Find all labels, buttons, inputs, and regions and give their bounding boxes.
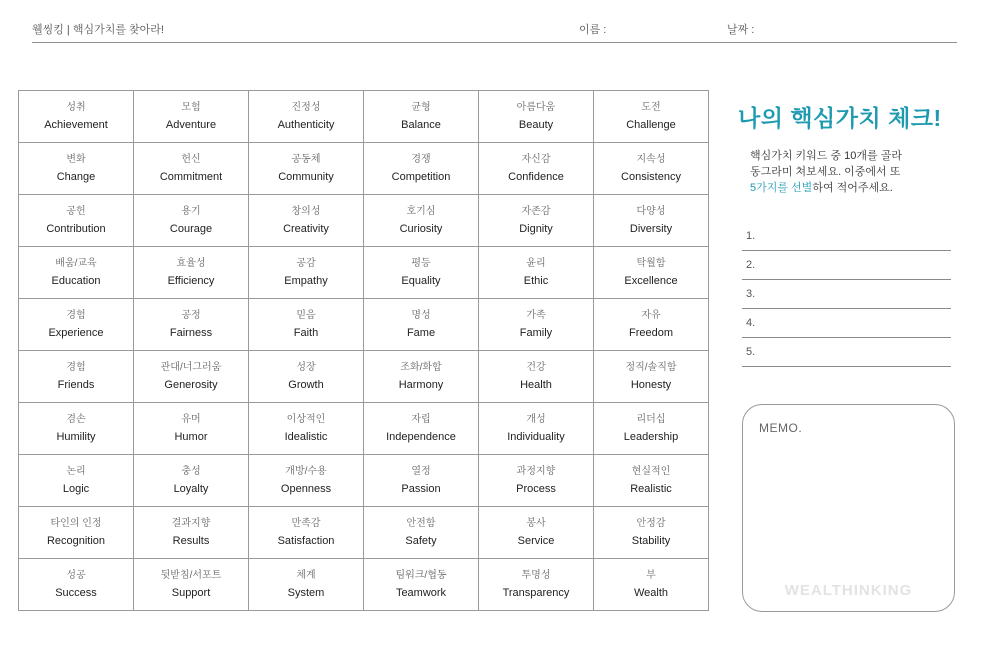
value-korean: 과정지향	[516, 465, 556, 477]
value-korean: 변화	[66, 153, 86, 165]
value-korean: 이상적인	[286, 413, 326, 425]
value-korean: 개성	[526, 413, 546, 425]
value-english: Excellence	[624, 274, 678, 287]
value-korean: 배움/교육	[55, 257, 97, 269]
value-english: Commitment	[159, 170, 223, 183]
value-korean: 도전	[641, 101, 661, 113]
value-korean: 진정성	[291, 101, 321, 113]
value-cell[interactable]	[594, 455, 709, 507]
value-cell[interactable]	[134, 247, 249, 299]
value-korean: 헌신	[181, 153, 201, 165]
value-korean: 모험	[181, 101, 201, 113]
value-english: Passion	[401, 482, 441, 495]
value-english: Adventure	[165, 118, 217, 131]
value-english: Growth	[288, 378, 324, 391]
value-cell[interactable]	[479, 143, 594, 195]
value-cell[interactable]	[134, 403, 249, 455]
value-cell[interactable]	[19, 507, 134, 559]
value-cell[interactable]	[479, 403, 594, 455]
value-cell[interactable]	[479, 91, 594, 143]
value-english: Curiosity	[399, 222, 443, 235]
value-korean: 조화/화합	[400, 361, 442, 373]
value-english: Balance	[401, 118, 441, 131]
value-cell[interactable]	[364, 455, 479, 507]
value-korean: 창의성	[291, 205, 321, 217]
value-korean: 경험	[66, 309, 86, 321]
value-english: Logic	[62, 482, 90, 495]
check-title: 나의 핵심가치 체크!	[738, 105, 942, 131]
core-values-table	[18, 90, 709, 611]
answer-slot-1[interactable]: 1.	[742, 222, 951, 251]
table-row	[19, 299, 709, 351]
value-korean: 자존감	[521, 205, 551, 217]
value-cell[interactable]	[19, 91, 134, 143]
value-cell[interactable]	[19, 351, 134, 403]
value-korean: 정직/솔직함	[625, 361, 677, 373]
value-cell[interactable]	[364, 507, 479, 559]
instructions-line-1: 핵심가치 키워드 중 10개를 골라	[750, 150, 902, 162]
answer-slot-3[interactable]: 3.	[742, 280, 951, 309]
value-cell[interactable]	[19, 143, 134, 195]
value-english: Honesty	[630, 378, 672, 391]
instructions	[750, 148, 960, 196]
table-row	[19, 455, 709, 507]
name-label: 이름 :	[579, 24, 607, 36]
value-korean: 경쟁	[411, 153, 431, 165]
value-english: Generosity	[164, 378, 218, 391]
value-english: Results	[172, 534, 210, 547]
value-english: Support	[171, 586, 211, 599]
value-korean: 현실적인	[631, 465, 671, 477]
value-cell[interactable]	[479, 507, 594, 559]
value-cell[interactable]	[364, 195, 479, 247]
value-cell[interactable]	[249, 143, 364, 195]
value-korean: 타인의 인정	[50, 517, 102, 529]
memo-label: MEMO.	[759, 421, 803, 435]
value-korean: 윤리	[526, 257, 546, 269]
value-english: Empathy	[284, 274, 328, 287]
value-cell[interactable]	[134, 559, 249, 611]
value-korean: 성공	[66, 569, 86, 581]
value-korean: 공동체	[291, 153, 321, 165]
value-cell[interactable]	[134, 507, 249, 559]
value-cell[interactable]	[249, 455, 364, 507]
instructions-highlight: 5가지를 선별	[750, 182, 813, 194]
value-english: Realistic	[630, 482, 672, 495]
value-english: Beauty	[518, 118, 554, 131]
table-row	[19, 91, 709, 143]
value-english: Openness	[280, 482, 332, 495]
value-english: Service	[517, 534, 555, 547]
value-cell[interactable]	[249, 299, 364, 351]
value-english: Consistency	[621, 170, 681, 183]
value-english: Satisfaction	[277, 534, 335, 547]
value-english: Recognition	[46, 534, 106, 547]
value-cell[interactable]	[594, 143, 709, 195]
worksheet-title: 웰씽킹 | 핵심가치를 찾아라!	[32, 24, 164, 36]
value-korean: 부	[646, 569, 656, 581]
value-korean: 안정감	[636, 517, 666, 529]
value-english: Transparency	[502, 586, 570, 599]
value-cell[interactable]	[19, 247, 134, 299]
value-english: Independence	[386, 430, 456, 443]
value-cell[interactable]	[594, 195, 709, 247]
value-cell[interactable]	[594, 247, 709, 299]
value-korean: 자신감	[521, 153, 551, 165]
value-korean: 효율성	[176, 257, 206, 269]
memo-box[interactable]	[742, 404, 955, 612]
value-korean: 경험	[66, 361, 86, 373]
value-english: Confidence	[508, 170, 564, 183]
value-korean: 공헌	[66, 205, 86, 217]
value-cell[interactable]	[249, 507, 364, 559]
value-korean: 가족	[526, 309, 546, 321]
value-korean: 용기	[181, 205, 201, 217]
value-korean: 체계	[296, 569, 316, 581]
value-english: Freedom	[628, 326, 674, 339]
value-korean: 뒷받침/서포트	[160, 569, 222, 581]
value-english: Creativity	[283, 222, 329, 235]
value-cell[interactable]	[249, 195, 364, 247]
date-label: 날짜 :	[727, 24, 755, 36]
value-cell[interactable]	[19, 559, 134, 611]
value-cell[interactable]	[364, 351, 479, 403]
value-cell[interactable]	[19, 403, 134, 455]
table-row	[19, 351, 709, 403]
answer-slots	[742, 222, 951, 367]
value-korean: 충성	[181, 465, 201, 477]
value-cell[interactable]	[594, 299, 709, 351]
value-cell[interactable]	[479, 195, 594, 247]
value-english: Harmony	[398, 378, 444, 391]
value-english: Achievement	[44, 118, 108, 131]
value-cell[interactable]	[134, 299, 249, 351]
value-korean: 리더십	[636, 413, 666, 425]
value-cell[interactable]	[249, 247, 364, 299]
value-english: Fairness	[169, 326, 213, 339]
value-cell[interactable]	[479, 455, 594, 507]
value-english: Friends	[57, 378, 95, 391]
value-korean: 성장	[296, 361, 316, 373]
value-english: Faith	[293, 326, 319, 339]
value-english: Teamwork	[395, 586, 447, 599]
value-korean: 명성	[411, 309, 431, 321]
value-korean: 결과지향	[171, 517, 211, 529]
value-english: Ethic	[523, 274, 549, 287]
value-korean: 팀워크/협동	[395, 569, 447, 581]
value-korean: 겸손	[66, 413, 86, 425]
value-english: Process	[516, 482, 556, 495]
instructions-line-2: 동그라미 쳐보세요. 이중에서 또	[750, 166, 901, 178]
value-cell[interactable]	[594, 91, 709, 143]
value-cell[interactable]	[134, 143, 249, 195]
value-cell[interactable]	[594, 559, 709, 611]
brand-watermark: WEALTHINKING	[784, 582, 913, 599]
value-cell[interactable]	[19, 455, 134, 507]
value-english: Change	[56, 170, 96, 183]
value-english: Courage	[169, 222, 213, 235]
value-korean: 봉사	[526, 517, 546, 529]
value-english: Authenticity	[277, 118, 335, 131]
value-english: System	[287, 586, 325, 599]
value-cell[interactable]	[364, 143, 479, 195]
value-cell[interactable]	[364, 91, 479, 143]
answer-slot-4[interactable]: 4.	[742, 309, 951, 338]
value-english: Health	[520, 378, 552, 391]
value-cell[interactable]	[19, 195, 134, 247]
value-cell[interactable]	[134, 351, 249, 403]
value-english: Equality	[401, 274, 441, 287]
value-korean: 유머	[181, 413, 201, 425]
value-korean: 평등	[411, 257, 431, 269]
value-english: Fame	[406, 326, 436, 339]
value-cell[interactable]	[134, 91, 249, 143]
value-english: Leadership	[623, 430, 679, 443]
value-cell[interactable]	[479, 247, 594, 299]
value-english: Efficiency	[167, 274, 215, 287]
value-english: Loyalty	[173, 482, 209, 495]
value-english: Community	[278, 170, 334, 183]
value-korean: 성취	[66, 101, 86, 113]
value-cell[interactable]	[134, 455, 249, 507]
value-english: Challenge	[626, 118, 676, 131]
value-korean: 투명성	[521, 569, 551, 581]
instructions-line-3-rest: 하여 적어주세요.	[812, 182, 893, 194]
value-english: Humility	[56, 430, 96, 443]
value-english: Success	[55, 586, 97, 599]
value-korean: 건강	[526, 361, 546, 373]
value-english: Wealth	[633, 586, 669, 599]
value-english: Contribution	[46, 222, 106, 235]
value-korean: 논리	[66, 465, 86, 477]
value-korean: 만족감	[291, 517, 321, 529]
value-cell[interactable]	[249, 559, 364, 611]
value-korean: 공감	[296, 257, 316, 269]
page-header	[32, 18, 957, 43]
value-cell[interactable]	[479, 351, 594, 403]
value-cell[interactable]	[249, 91, 364, 143]
table-row	[19, 247, 709, 299]
value-cell[interactable]	[594, 351, 709, 403]
value-cell[interactable]	[479, 559, 594, 611]
value-korean: 개방/수용	[285, 465, 327, 477]
value-cell[interactable]	[364, 299, 479, 351]
value-english: Experience	[48, 326, 104, 339]
value-english: Education	[51, 274, 101, 287]
value-english: Stability	[631, 534, 671, 547]
table-row	[19, 195, 709, 247]
value-korean: 탁월함	[636, 257, 666, 269]
value-korean: 아름다움	[516, 101, 556, 113]
value-cell[interactable]	[594, 403, 709, 455]
value-english: Safety	[405, 534, 437, 547]
value-cell[interactable]	[19, 299, 134, 351]
value-cell[interactable]	[594, 507, 709, 559]
value-korean: 지속성	[636, 153, 666, 165]
value-english: Humor	[174, 430, 208, 443]
value-korean: 믿음	[296, 309, 316, 321]
value-korean: 공정	[181, 309, 201, 321]
answer-slot-5[interactable]: 5.	[742, 338, 951, 367]
value-english: Diversity	[629, 222, 673, 235]
value-english: Idealistic	[284, 430, 328, 443]
instructions-line-3	[750, 180, 960, 196]
table-row	[19, 143, 709, 195]
value-korean: 균형	[411, 101, 431, 113]
value-english: Family	[519, 326, 553, 339]
value-korean: 열정	[411, 465, 431, 477]
value-korean: 다양성	[636, 205, 666, 217]
value-english: Dignity	[519, 222, 553, 235]
value-cell[interactable]	[249, 403, 364, 455]
value-cell[interactable]	[364, 247, 479, 299]
value-korean: 관대/너그러움	[160, 361, 222, 373]
value-cell[interactable]	[134, 195, 249, 247]
value-cell[interactable]	[364, 559, 479, 611]
value-english: Competition	[391, 170, 451, 183]
table-row	[19, 559, 709, 611]
answer-slot-2[interactable]: 2.	[742, 251, 951, 280]
value-korean: 안전함	[406, 517, 436, 529]
value-korean: 자립	[411, 413, 431, 425]
value-korean: 호기심	[406, 205, 436, 217]
value-english: Individuality	[507, 430, 565, 443]
table-row	[19, 507, 709, 559]
value-cell[interactable]	[364, 403, 479, 455]
value-cell[interactable]	[249, 351, 364, 403]
table-row	[19, 403, 709, 455]
value-cell[interactable]	[479, 299, 594, 351]
value-korean: 자유	[641, 309, 661, 321]
